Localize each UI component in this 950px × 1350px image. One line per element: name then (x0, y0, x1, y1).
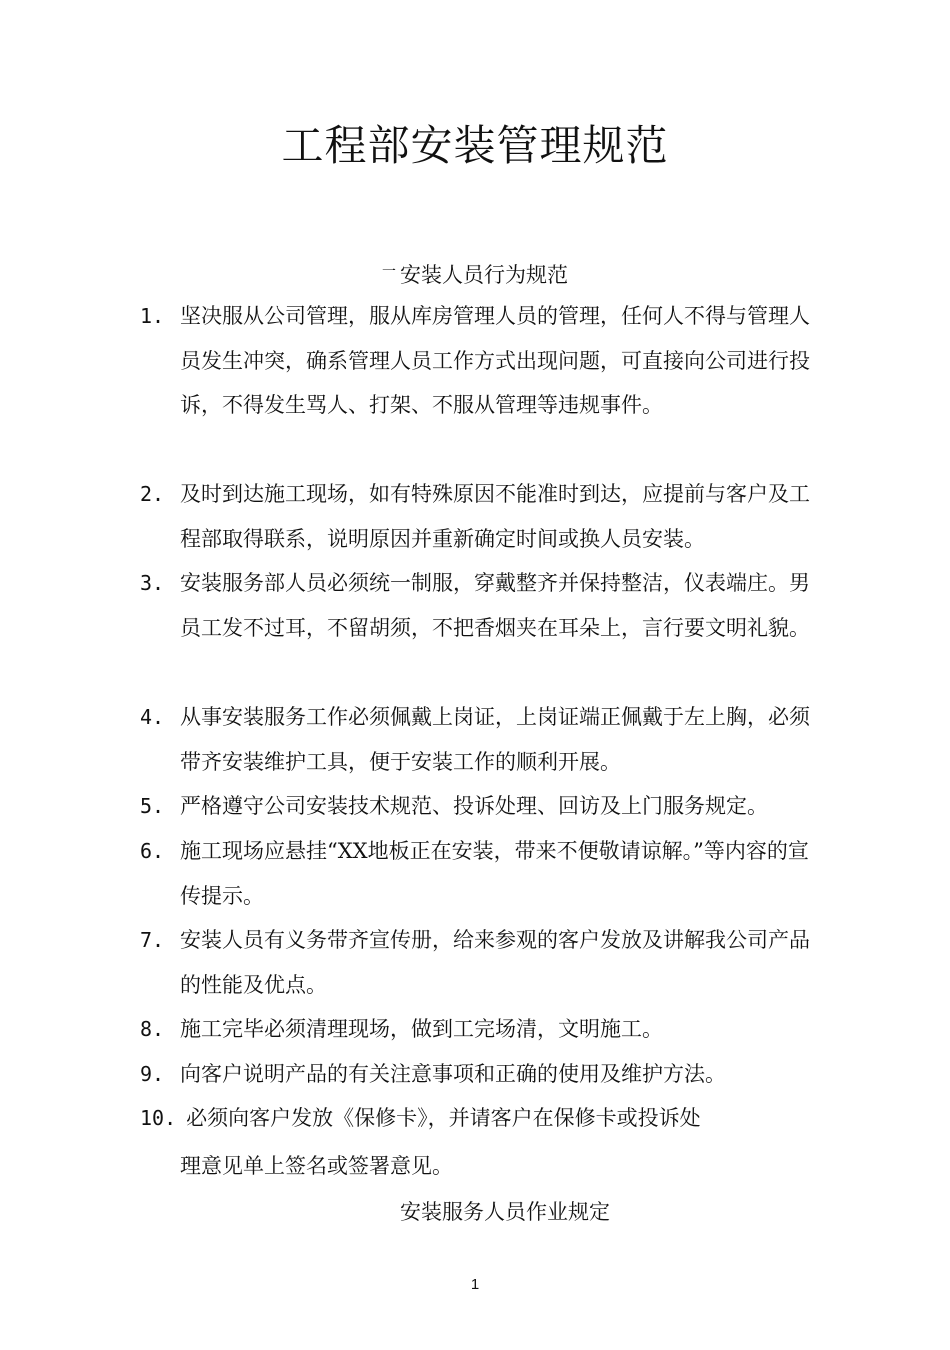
document-title: 工程部安装管理规范 (281, 121, 669, 170)
section-heading-operations: 安装服务人员作业规定 (400, 1200, 610, 1224)
list-item-number: 4. (140, 705, 165, 729)
list-item-number: 6. (140, 839, 165, 863)
list-item-number: 9. (140, 1062, 165, 1086)
list-item (140, 294, 820, 428)
list-item-number: 10. (140, 1106, 177, 1130)
list-item-text: 安装人员有义务带齐宣传册，给来参观的客户发放及讲解我公司产品的性能及优点。 (180, 928, 810, 997)
section-heading-text: 安装人员行为规范 (400, 263, 568, 287)
list-item-number: 8. (140, 1017, 165, 1041)
list-item (140, 695, 820, 784)
list-item (140, 784, 820, 829)
list-item-number: 2. (140, 482, 165, 506)
section-marker: 一 (382, 264, 396, 280)
list-item (140, 918, 820, 1007)
list-item-text: 及时到达施工现场，如有特殊原因不能准时到达，应提前与客户及工程部取得联系，说明原因并重新确定时间或换人员安装。 (180, 482, 810, 551)
list-item-number: 1. (140, 304, 165, 328)
list-item (140, 1007, 820, 1052)
list-item-text: 严格遵守公司安装技术规范、投诉处理、回访及上门服务规定。 (180, 794, 768, 818)
list-item (140, 561, 820, 650)
list-item-text: 坚决服从公司管理，服从库房管理人员的管理，任何人不得与管理人员发生冲突，确系管理人员工作方式出现问题，可直接向公司进行投诉，不得发生骂人、打架、不服从管理等违规事件。 (180, 304, 810, 418)
list-item-number: 7. (140, 928, 165, 952)
list-item (140, 1052, 820, 1097)
list-item (140, 829, 820, 918)
list-item-text-continued: 理意见单上签名或签署意见。 (180, 1154, 453, 1178)
list-item-number: 5. (140, 794, 165, 818)
list-item-text: 向客户说明产品的有关注意事项和正确的使用及维护方法。 (180, 1062, 726, 1086)
list-item-text: 施工完毕必须清理现场，做到工完场清，文明施工。 (180, 1017, 663, 1041)
page-number: 1 (470, 1276, 480, 1293)
list-item-text: 必须向客户发放《保修卡》，并请客户在保修卡或投诉处 (186, 1106, 701, 1130)
list-item-text: 从事安装服务工作必须佩戴上岗证，上岗证端正佩戴于左上胸，必须带齐安装维护工具，便于安装工作的顺利开展。 (180, 705, 810, 774)
list-item (140, 472, 820, 561)
list-item-text: 施工现场应悬挂“XX地板正在安装，带来不便敬请谅解。”等内容的宣传提示。 (180, 839, 809, 908)
section-heading-conduct (0, 256, 950, 291)
list-item-number: 3. (140, 571, 165, 595)
list-item-text: 安装服务部人员必须统一制服，穿戴整齐并保持整洁，仪表端庄。男员工发不过耳，不留胡须，不把香烟夹在耳朵上，言行要文明礼貌。 (180, 571, 810, 640)
